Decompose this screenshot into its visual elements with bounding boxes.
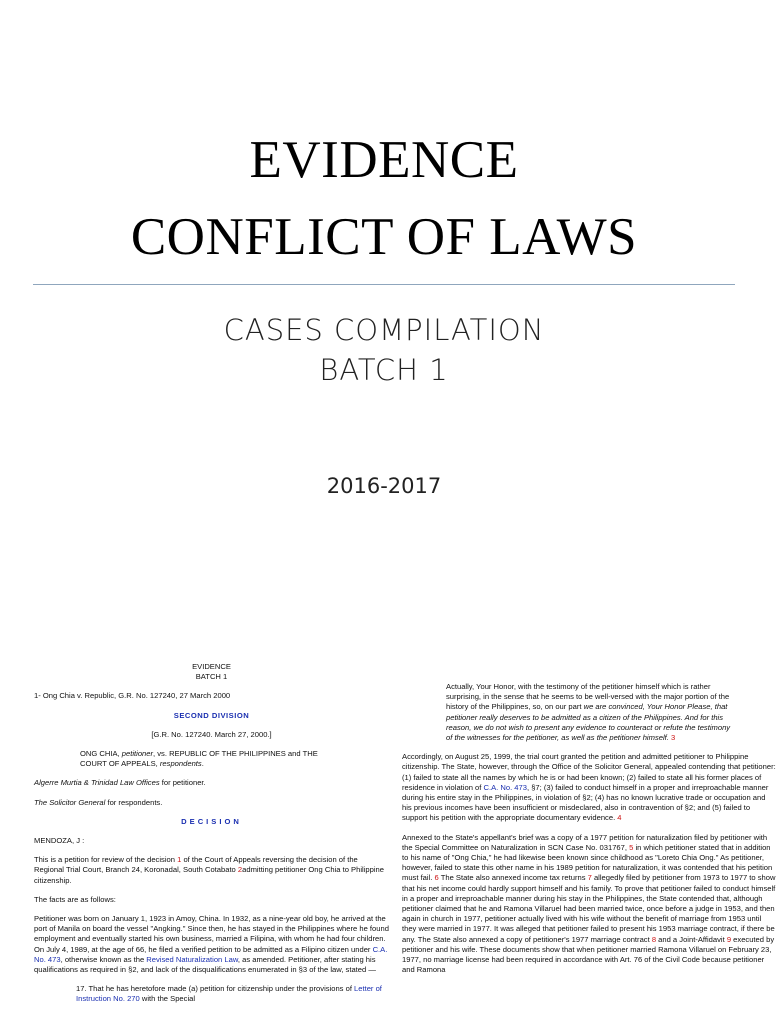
counsel-respondents: The Solicitor General for respondents.: [34, 797, 163, 807]
left-column: [34, 662, 389, 1014]
right-column: [402, 682, 776, 984]
cover-year: 2016-2017: [326, 474, 442, 498]
footnote-ref[interactable]: 8: [651, 934, 657, 944]
judge-name: MENDOZA, J :: [34, 836, 85, 846]
law-link[interactable]: Letter of Instruction No. 270: [76, 984, 382, 1004]
paragraph-annex: Annexed to the State's appellant's brief was a copy of a 1977 petition for naturalization filed by petitioner with the Special Committee on Naturalization in SCN Case No. 031767, 5 in which petitioner stated that in addition to his name of "Ong Chia," he had likewise been known since childhood as "Loreto Chia Ong." As petitioner, however, failed to state this other name in his 1989 petition for naturalization, it was contended that his petition must fail. 6 The State also annexed income tax returns 7 allegedly filed by petitioner from 1973 to 1977 to show that his net income could hardly support himself and his family. To prove that petitioner failed to conduct himself in a proper and irreproachable manner during his stay in the Philippines, the State contended that, although petitioner claimed that he and Ramona Villaruel had been married twice, once before a judge in 1953, and then again in church in 1977, petitioner actually lived with his wife without the benefit of marriage from 1953 until they were married in 1977. It was alleged that petitioner failed to present his 1953 marriage contract, if there be any. The State also annexed a copy of petitioner's 1977 marriage contract 8 and a Joint-Affidavit 9 executed by petitioner and his wife. These documents show that when petitioner married Ramona Villaruel on February 23, 1977, no marriage license had been required in accordance with Art. 76 of the Civil Code because petitioner and Ramona: [402, 832, 776, 975]
cover-title-line1: EVIDENCE: [249, 131, 519, 189]
section-batch: BATCH 1: [195, 672, 228, 682]
paragraph-trial-court: Accordingly, on August 25, 1999, the trial court granted the petition and admitted petitioner to Philippine citizenship. The State, however, through the Office of the Solicitor General, appealed contending that petitioner: (1) failed to state all the names by which he is or had been known; (2) failed to state all his former places of residence in violation of C.A. No. 473, §7; (3) failed to conduct himself in a proper and irreproachable manner during his entire stay in the Philippines, in violation of §2; (4) has no known lucrative trade or occupation and his previous incomes have been insufficient or misdeclared, also in contravention of §2; and (5) failed to support his petition with the appropriate documentary evidence. 4: [402, 752, 776, 823]
footnote-ref[interactable]: 5: [629, 842, 634, 852]
division-heading: SECOND DIVISION: [173, 710, 250, 720]
testimony-quote: Actually, Your Honor, with the testimony of the petitioner himself which is rather surprising, in the sense that he seems to be well-versed with the major portion of the history of the Philippines, so, on our part we are convinced, Your Honor Please, that petitioner really deserves to be admitted as a citizen of the Philippines. And for this reason, we do not wish to present any evidence to counteract or refute the testimony of the witnesses for the petitioner, as well as the petitioner himself. 3: [446, 682, 731, 743]
title-divider: [33, 284, 735, 285]
cover-title-line2: CONFLICT OF LAWS: [130, 208, 638, 266]
case-title: 1- Ong Chia v. Republic, G.R. No. 127240, 27 March 2000: [34, 691, 231, 701]
footnote-ref[interactable]: 7: [587, 873, 592, 883]
footnote-ref[interactable]: 6: [434, 873, 439, 883]
parties: ONG CHIA, petitioner, vs. REPUBLIC OF THE PHILIPPINES and THE COURT OF APPEALS, respondents.: [80, 749, 318, 769]
paragraph-facts: The facts are as follows:: [34, 894, 116, 904]
cover-subtitle-line2: BATCH 1: [319, 353, 449, 387]
paragraph-quote: 17. That he has heretofore made (a) petition for citizenship under the provisions of Letter of Instruction No. 270 with the Special: [76, 984, 382, 1004]
law-link[interactable]: Revised Naturalization Law: [146, 954, 238, 964]
law-link[interactable]: C.A. No. 473: [34, 944, 388, 964]
footnote-ref[interactable]: 4: [615, 813, 622, 823]
paragraph-background: Petitioner was born on January 1, 1923 in Amoy, China. In 1932, as a nine-year old boy, he arrived at the port of Manila on board the vessel "Angking." Since then, he has stayed in the Philippines where he found employment and eventually started his own business, married a Filipina, with whom he had four children. On July 4, 1989, at the age of 66, he filed a verified petition to be admitted as a Filipino citizen under C.A. No. 473, otherwise known as the Revised Naturalization Law, as amended. Petitioner, after stating his qualifications as required in §2, and lack of the disqualifications enumerated in §3 of the law, stated —: [34, 914, 389, 975]
counsel-petitioner: Algerre Murtia & Trinidad Law Offices for petitioner.: [34, 778, 206, 788]
decision-heading: DECISION: [181, 816, 242, 826]
footnote-ref[interactable]: 1: [177, 855, 182, 865]
footnote-ref[interactable]: 9: [726, 934, 732, 944]
section-head: EVIDENCE: [192, 662, 231, 671]
law-link[interactable]: C.A. No. 473: [483, 782, 527, 792]
footnote-ref[interactable]: 2: [237, 865, 243, 875]
footnote-ref[interactable]: 3: [668, 733, 676, 743]
cover-subtitle-line1: CASES COMPILATION: [223, 313, 545, 347]
paragraph-intro: This is a petition for review of the decision 1 of the Court of Appeals reversing the decision of the Regional Trial Court, Branch 24, Koronadal, South Cotabato 2admitting petitioner Ong Chia to Philippine citizenship.: [34, 855, 384, 885]
gr-number: [G.R. No. 127240. March 27, 2000.]: [151, 729, 272, 739]
